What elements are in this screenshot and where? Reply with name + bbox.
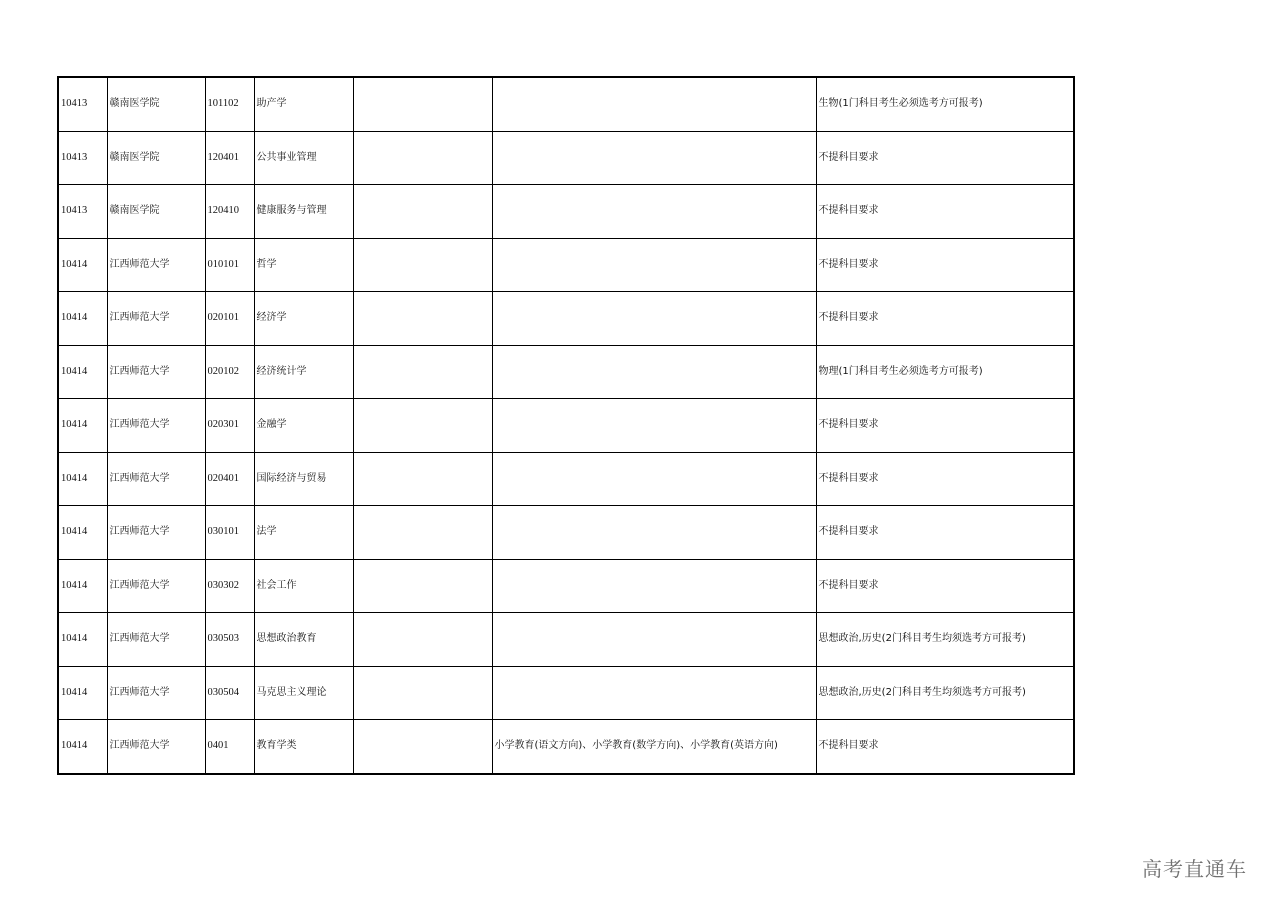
school-code-cell: 10414 — [58, 559, 107, 613]
empty-cell — [353, 131, 492, 185]
major-code-cell: 010101 — [205, 238, 254, 292]
table-row — [58, 345, 1074, 399]
major-code-cell: 020102 — [205, 345, 254, 399]
table-body — [58, 77, 1074, 774]
school-code-cell: 10414 — [58, 399, 107, 453]
subject-requirement-cell: 思想政治,历史(2门科目考生均须选考方可报考) — [816, 666, 1074, 720]
table-row — [58, 77, 1074, 131]
school-code-cell: 10413 — [58, 131, 107, 185]
empty-cell — [353, 292, 492, 346]
major-code-cell: 030503 — [205, 613, 254, 667]
table-row — [58, 185, 1074, 239]
included-majors-cell — [492, 666, 816, 720]
major-code-cell: 020401 — [205, 452, 254, 506]
empty-cell — [353, 77, 492, 131]
school-name-cell: 江西师范大学 — [107, 720, 205, 774]
table-row — [58, 399, 1074, 453]
subject-requirement-cell: 生物(1门科目考生必须选考方可报考) — [816, 77, 1074, 131]
included-majors-cell — [492, 399, 816, 453]
school-code-cell: 10414 — [58, 720, 107, 774]
included-majors-cell — [492, 345, 816, 399]
school-name-cell: 赣南医学院 — [107, 185, 205, 239]
school-name-cell: 江西师范大学 — [107, 452, 205, 506]
major-code-cell: 020301 — [205, 399, 254, 453]
table-row — [58, 292, 1074, 346]
school-name-cell: 江西师范大学 — [107, 506, 205, 560]
subject-requirements-table — [57, 76, 1075, 775]
subject-requirement-cell: 不提科目要求 — [816, 399, 1074, 453]
subject-requirement-cell: 不提科目要求 — [816, 506, 1074, 560]
school-name-cell: 赣南医学院 — [107, 77, 205, 131]
school-name-cell: 赣南医学院 — [107, 131, 205, 185]
major-name-cell: 法学 — [254, 506, 353, 560]
empty-cell — [353, 720, 492, 774]
school-name-cell: 江西师范大学 — [107, 292, 205, 346]
major-code-cell: 120401 — [205, 131, 254, 185]
empty-cell — [353, 559, 492, 613]
school-code-cell: 10414 — [58, 452, 107, 506]
major-code-cell: 030302 — [205, 559, 254, 613]
major-name-cell: 哲学 — [254, 238, 353, 292]
major-name-cell: 教育学类 — [254, 720, 353, 774]
subject-requirement-cell: 不提科目要求 — [816, 292, 1074, 346]
school-name-cell: 江西师范大学 — [107, 238, 205, 292]
table-row — [58, 506, 1074, 560]
school-code-cell: 10413 — [58, 77, 107, 131]
included-majors-cell — [492, 131, 816, 185]
subject-requirement-cell: 不提科目要求 — [816, 720, 1074, 774]
subject-requirement-cell: 物理(1门科目考生必须选考方可报考) — [816, 345, 1074, 399]
major-name-cell: 经济统计学 — [254, 345, 353, 399]
empty-cell — [353, 345, 492, 399]
school-code-cell: 10413 — [58, 185, 107, 239]
major-name-cell: 公共事业管理 — [254, 131, 353, 185]
school-code-cell: 10414 — [58, 666, 107, 720]
empty-cell — [353, 399, 492, 453]
included-majors-cell — [492, 613, 816, 667]
major-name-cell: 马克思主义理论 — [254, 666, 353, 720]
included-majors-cell — [492, 506, 816, 560]
table-row — [58, 666, 1074, 720]
school-code-cell: 10414 — [58, 292, 107, 346]
school-code-cell: 10414 — [58, 506, 107, 560]
included-majors-cell — [492, 292, 816, 346]
included-majors-cell — [492, 185, 816, 239]
major-name-cell: 金融学 — [254, 399, 353, 453]
empty-cell — [353, 613, 492, 667]
empty-cell — [353, 452, 492, 506]
subject-requirement-cell: 不提科目要求 — [816, 185, 1074, 239]
table-row — [58, 720, 1074, 774]
table-row — [58, 613, 1074, 667]
empty-cell — [353, 238, 492, 292]
table-row — [58, 238, 1074, 292]
school-code-cell: 10414 — [58, 238, 107, 292]
subject-requirement-cell: 不提科目要求 — [816, 559, 1074, 613]
included-majors-cell — [492, 452, 816, 506]
subject-requirement-cell: 不提科目要求 — [816, 238, 1074, 292]
major-code-cell: 101102 — [205, 77, 254, 131]
school-name-cell: 江西师范大学 — [107, 666, 205, 720]
school-name-cell: 江西师范大学 — [107, 345, 205, 399]
included-majors-cell: 小学教育(语文方向)、小学教育(数学方向)、小学教育(英语方向) — [492, 720, 816, 774]
included-majors-cell — [492, 77, 816, 131]
watermark-logo: 高考直通车 — [1142, 857, 1247, 881]
empty-cell — [353, 666, 492, 720]
school-code-cell: 10414 — [58, 345, 107, 399]
included-majors-cell — [492, 559, 816, 613]
major-code-cell: 030101 — [205, 506, 254, 560]
major-code-cell: 120410 — [205, 185, 254, 239]
school-code-cell: 10414 — [58, 613, 107, 667]
empty-cell — [353, 506, 492, 560]
subject-requirement-cell: 思想政治,历史(2门科目考生均须选考方可报考) — [816, 613, 1074, 667]
school-name-cell: 江西师范大学 — [107, 559, 205, 613]
major-name-cell: 经济学 — [254, 292, 353, 346]
table-row — [58, 452, 1074, 506]
major-code-cell: 020101 — [205, 292, 254, 346]
major-name-cell: 国际经济与贸易 — [254, 452, 353, 506]
major-name-cell: 思想政治教育 — [254, 613, 353, 667]
school-name-cell: 江西师范大学 — [107, 399, 205, 453]
table-row — [58, 131, 1074, 185]
major-name-cell: 助产学 — [254, 77, 353, 131]
included-majors-cell — [492, 238, 816, 292]
subject-requirement-cell: 不提科目要求 — [816, 452, 1074, 506]
major-name-cell: 社会工作 — [254, 559, 353, 613]
table-row — [58, 559, 1074, 613]
school-name-cell: 江西师范大学 — [107, 613, 205, 667]
subject-requirement-cell: 不提科目要求 — [816, 131, 1074, 185]
major-code-cell: 0401 — [205, 720, 254, 774]
major-code-cell: 030504 — [205, 666, 254, 720]
empty-cell — [353, 185, 492, 239]
major-name-cell: 健康服务与管理 — [254, 185, 353, 239]
